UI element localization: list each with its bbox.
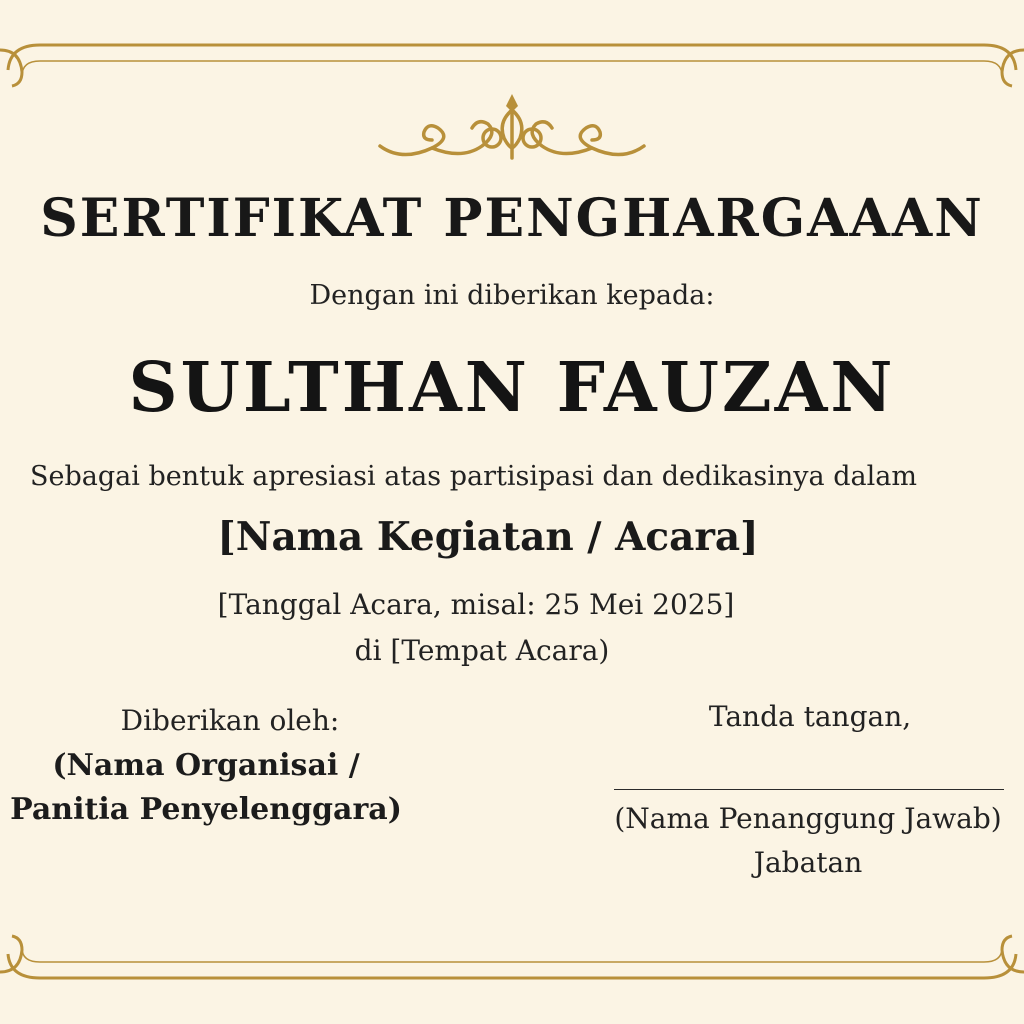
signer-name: (Nama Penanggung Jawab): [614, 802, 1002, 835]
issuer-organization-line2: Panitia Penyelenggara): [10, 792, 402, 827]
certificate-title: SERTIFIKAT PENGHARGAAAN: [40, 188, 984, 249]
recipient-name: SULTHAN FAUZAN: [128, 348, 896, 428]
event-date: [Tanggal Acara, misal: 25 Mei 2025]: [217, 588, 735, 621]
event-venue: di [Tempat Acara): [354, 634, 610, 667]
issuer-label: Diberikan oleh:: [120, 704, 340, 737]
intro-text: Dengan ini diberikan kepada:: [309, 280, 715, 311]
issuer-organization-line1: (Nama Organisai /: [52, 748, 360, 783]
fleur-scroll-ornament-icon: [372, 92, 652, 168]
signature-label: Tanda tangan,: [708, 700, 912, 733]
signature-line: [614, 789, 1004, 790]
signer-position: Jabatan: [753, 846, 863, 879]
event-name: [Nama Kegiatan / Acara]: [217, 514, 759, 560]
appreciation-text: Sebagai bentuk apresiasi atas partisipasi dan dedikasinya dalam: [30, 461, 917, 492]
